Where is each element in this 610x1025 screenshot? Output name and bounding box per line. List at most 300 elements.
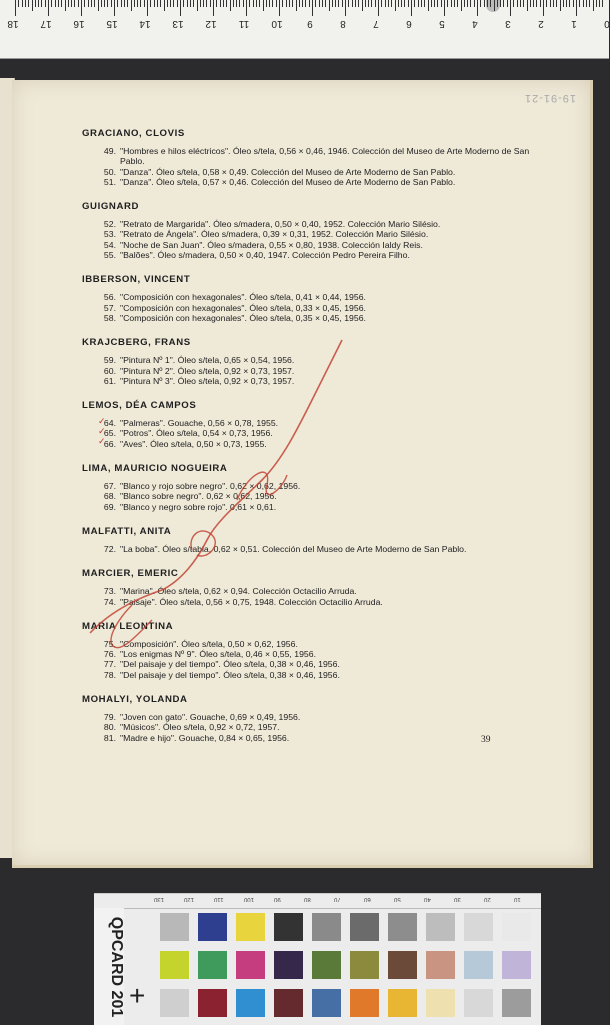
ruler-tick (121, 0, 122, 7)
color-swatch (274, 913, 303, 941)
color-calibration-card (94, 893, 541, 1025)
entry-number: 72. (103, 543, 116, 554)
ruler-tick (15, 0, 16, 16)
ruler-tick (107, 0, 108, 7)
ruler-tick (467, 0, 468, 7)
ruler-tick (18, 0, 19, 7)
catalog-entry (82, 649, 532, 659)
ruler-label: 12 (205, 18, 217, 29)
ruler-tick (154, 0, 155, 7)
ruler-tick (517, 0, 518, 7)
entry-text: "Noche de San Juan". Óleo s/madera, 0,55 × 0,80, 1938. Colección Ialdy Reis. (120, 239, 423, 250)
ruler-tick (312, 0, 313, 16)
entry-text: "Pintura Nº 3". Óleo s/tela, 0,92 × 0,73, 1957. (120, 375, 295, 386)
entry-number: 75. (103, 638, 116, 649)
page-number: 39 (481, 735, 491, 745)
catalog-entry (82, 481, 532, 491)
card-scale-label: 80 (304, 896, 311, 902)
ruler-tick (335, 0, 336, 7)
color-swatch (388, 951, 417, 979)
ruler-tick (401, 0, 402, 7)
ruler-tick (305, 0, 306, 7)
ruler-tick (325, 0, 326, 7)
ruler-tick (454, 0, 455, 7)
color-swatch (502, 913, 531, 941)
entry-text: "Potros". Óleo s/tela, 0,54 × 0,73, 1956. (120, 428, 273, 439)
entry-text: "Composición con hexagonales". Óleo s/tela, 0,35 × 0,45, 1956. (120, 312, 366, 323)
catalog-entry (82, 418, 532, 428)
entry-number: 52. (103, 219, 116, 230)
ruler-tick (150, 0, 151, 7)
ruler-tick (183, 0, 184, 7)
ruler-label: 13 (172, 18, 184, 29)
ruler-tick (157, 0, 158, 7)
ruler-tick (583, 0, 584, 7)
ruler-tick (477, 0, 478, 16)
ruler-tick (599, 0, 600, 7)
ruler-tick (461, 0, 462, 11)
card-brand-label: QPCARD 201 (108, 916, 126, 1018)
catalog-entry (82, 355, 532, 365)
ruler-tick (137, 0, 138, 7)
entry-number: 60. (103, 365, 116, 376)
ruler-tick (434, 0, 435, 7)
ruler-tick (177, 0, 178, 7)
catalog-entry (82, 502, 532, 512)
ruler-tick (180, 0, 181, 16)
color-swatch (464, 913, 493, 941)
catalog-entry (82, 586, 532, 596)
artist-heading: MALFATTI, ANITA (82, 525, 172, 537)
entry-number: 66. (103, 438, 116, 449)
color-swatch (198, 913, 227, 941)
ruler-tick (272, 0, 273, 7)
ruler-tick (243, 0, 244, 7)
ruler-tick (84, 0, 85, 7)
ruler-tick (375, 0, 376, 7)
ruler-tick (536, 0, 537, 7)
ruler-tick (259, 0, 260, 7)
ruler-label: 14 (139, 18, 151, 29)
ruler-tick (362, 0, 363, 11)
ruler-tick (197, 0, 198, 11)
entry-number: 64. (103, 418, 116, 429)
ruler-tick (200, 0, 201, 7)
ruler-tick (140, 0, 141, 7)
ruler-tick (342, 0, 343, 7)
catalog-entry (82, 146, 532, 167)
catalog-entry (82, 303, 532, 313)
ruler-tick (51, 0, 52, 7)
ruler-label: 7 (373, 18, 379, 29)
ruler-tick (206, 0, 207, 7)
color-swatch (312, 989, 341, 1017)
ruler-tick (550, 0, 551, 7)
ruler-tick (421, 0, 422, 7)
card-scale-label: 30 (454, 896, 461, 902)
entry-number: 73. (103, 586, 116, 597)
color-swatch (236, 913, 265, 941)
ruler-tick (147, 0, 148, 16)
ruler-tick (556, 0, 557, 7)
ruler-tick (546, 0, 547, 7)
ruler-tick (497, 0, 498, 7)
catalog-entry (82, 491, 532, 501)
color-swatch (502, 989, 531, 1017)
entry-number: 59. (103, 355, 116, 366)
ruler-tick (457, 0, 458, 7)
ruler-tick (494, 0, 495, 11)
ruler-tick (94, 0, 95, 7)
ruler (0, 0, 609, 59)
ruler-tick (428, 0, 429, 11)
ruler-tick (210, 0, 211, 7)
entry-number: 50. (103, 166, 116, 177)
ruler-tick (385, 0, 386, 7)
catalog-list (82, 128, 532, 743)
ruler-tick (134, 0, 135, 7)
entry-number: 81. (103, 732, 116, 743)
ruler-tick (444, 0, 445, 16)
artist-heading: MOHALYI, YOLANDA (82, 694, 188, 706)
color-swatch (274, 989, 303, 1017)
ruler-tick (25, 0, 26, 7)
entry-text: "Blanco y rojo sobre negro". 0,62 × 0,62, 1956. (120, 481, 301, 492)
ruler-tick (490, 0, 491, 7)
ruler-tick (263, 0, 264, 11)
ruler-tick (220, 0, 221, 7)
ruler-label: 4 (472, 18, 478, 29)
ruler-tick (160, 0, 161, 7)
ruler-tick (474, 0, 475, 7)
ruler-label: 11 (238, 18, 250, 29)
ruler-tick (266, 0, 267, 7)
ruler-tick (503, 0, 504, 7)
ruler-tick (523, 0, 524, 7)
entry-text: "Los enigmas Nº 9". Óleo s/tela, 0,46 × 0,55, 1956. (120, 649, 316, 660)
color-swatch (426, 951, 455, 979)
artist-heading: KRAJCBERG, FRANS (82, 337, 191, 349)
ruler-tick (292, 0, 293, 7)
card-scale-label: 60 (364, 896, 371, 902)
color-swatch (502, 951, 531, 979)
catalog-entry (82, 219, 532, 229)
ruler-tick (233, 0, 234, 7)
ruler-tick (48, 0, 49, 16)
ruler-tick (114, 0, 115, 16)
ruler-tick (540, 0, 541, 7)
ruler-tick (22, 0, 23, 7)
ruler-tick (424, 0, 425, 7)
color-swatch (388, 913, 417, 941)
ruler-tick (173, 0, 174, 7)
catalog-entry (82, 712, 532, 722)
entry-number: 80. (103, 722, 116, 733)
ruler-tick (124, 0, 125, 7)
catalog-entry (82, 250, 532, 260)
ruler-tick (368, 0, 369, 7)
ruler-tick (276, 0, 277, 7)
ruler-tick (378, 0, 379, 16)
ruler-tick (345, 0, 346, 16)
ruler-tick (355, 0, 356, 7)
ruler-tick (144, 0, 145, 7)
ruler-tick (602, 0, 603, 7)
ruler-tick (596, 0, 597, 7)
catalog-entry (82, 428, 532, 438)
ruler-tick (35, 0, 36, 7)
catalog-entry (82, 292, 532, 302)
color-swatch (426, 913, 455, 941)
ruler-tick (104, 0, 105, 7)
entry-number: 77. (103, 659, 116, 670)
entry-number: 65. (103, 428, 116, 439)
entry-text: "Palmeras". Gouache, 0,56 × 0,78, 1955. (120, 418, 279, 429)
ruler-tick (190, 0, 191, 7)
card-scale-label: 100 (244, 896, 255, 902)
color-swatch (198, 951, 227, 979)
check-mark-65: ✓ (98, 426, 106, 436)
catalog-page (12, 80, 593, 868)
ruler-tick (230, 0, 231, 11)
ruler-tick (41, 0, 42, 7)
ruler-tick (58, 0, 59, 7)
ruler-tick (256, 0, 257, 7)
ruler-tick (487, 0, 488, 7)
ruler-tick (338, 0, 339, 7)
catalog-entry (82, 659, 532, 669)
ruler-tick (348, 0, 349, 7)
ruler-tick (391, 0, 392, 7)
color-swatch (464, 951, 493, 979)
ruler-tick (520, 0, 521, 7)
ruler-tick (111, 0, 112, 7)
ruler-tick (480, 0, 481, 7)
entry-text: "Madre e hijo". Gouache, 0,84 × 0,65, 1956. (120, 732, 290, 743)
ruler-tick (117, 0, 118, 7)
ruler-tick (365, 0, 366, 7)
check-mark-64: ✓ (98, 416, 106, 426)
entry-text: "Blanco y negro sobre rojo". 0,61 × 0,61. (120, 501, 277, 512)
ruler-tick (289, 0, 290, 7)
ruler-tick (381, 0, 382, 7)
entry-number: 58. (103, 312, 116, 323)
ruler-tick (65, 0, 66, 11)
ruler-tick (560, 0, 561, 11)
ruler-tick (593, 0, 594, 11)
card-scale-label: 110 (214, 896, 224, 902)
ruler-tick (371, 0, 372, 7)
color-swatch (274, 951, 303, 979)
card-scale-label: 90 (274, 896, 281, 902)
entry-text: "Aves". Óleo s/tela, 0,50 × 0,73, 1955. (120, 438, 267, 449)
color-swatch (388, 989, 417, 1017)
ruler-tick (203, 0, 204, 7)
artist-heading: IBBERSON, VINCENT (82, 274, 191, 286)
color-swatch (312, 913, 341, 941)
ruler-tick (61, 0, 62, 7)
ruler-tick (223, 0, 224, 7)
catalog-entry (82, 639, 532, 649)
catalog-entry (82, 670, 532, 680)
entry-number: 74. (103, 596, 116, 607)
catalog-entry (82, 177, 532, 187)
entry-number: 51. (103, 176, 116, 187)
entry-text: "Joven con gato". Gouache, 0,69 × 0,49, 1956. (120, 712, 301, 723)
ruler-tick (187, 0, 188, 7)
ruler-tick (586, 0, 587, 7)
ruler-tick (573, 0, 574, 7)
ruler-tick (329, 0, 330, 11)
color-swatch (426, 989, 455, 1017)
ruler-tick (404, 0, 405, 7)
entry-text: "Composición". Óleo s/tela, 0,50 × 0,62, 1956. (120, 638, 298, 649)
ruler-tick (74, 0, 75, 7)
ruler-tick (589, 0, 590, 7)
ruler-tick (68, 0, 69, 7)
entry-text: "La boba". Óleo s/tabla, 0,62 × 0,51. Colección del Museo de Arte Moderno de San Pablo. (120, 543, 467, 554)
ruler-tick (500, 0, 501, 7)
entry-number: 76. (103, 649, 116, 660)
ruler-tick (441, 0, 442, 7)
ruler-label: 1 (571, 18, 577, 29)
ruler-tick (569, 0, 570, 7)
entry-number: 68. (103, 491, 116, 502)
artist-heading: MARCIER, EMERIC (82, 568, 179, 580)
ruler-tick (269, 0, 270, 7)
ruler-tick (45, 0, 46, 7)
catalog-entry (82, 722, 532, 732)
ruler-tick (213, 0, 214, 16)
catalog-entry (82, 240, 532, 250)
color-swatch (236, 951, 265, 979)
card-scale-label: 120 (184, 896, 195, 902)
card-brand (94, 908, 124, 1025)
ruler-tick (167, 0, 168, 7)
catalog-entry (82, 229, 532, 239)
ruler-tick (358, 0, 359, 7)
ruler-tick (226, 0, 227, 7)
ruler-tick (253, 0, 254, 7)
color-swatch (160, 913, 189, 941)
ruler-tick (71, 0, 72, 7)
color-swatch (350, 913, 379, 941)
ruler-label: 3 (505, 18, 511, 29)
ruler-tick (127, 0, 128, 7)
ruler-tick (553, 0, 554, 7)
ruler-tick (249, 0, 250, 7)
artist-heading: LIMA, MAURICIO NOGUEIRA (82, 463, 228, 475)
ruler-tick (193, 0, 194, 7)
entry-text: "Marina". Óleo s/tela, 0,62 × 0,94. Colección Octacilio Arruda. (120, 586, 357, 597)
entry-text: "Retrato de Margarida". Óleo s/madera, 0,50 × 0,40, 1952. Colección Mario Silésio. (120, 219, 441, 230)
ruler-tick (533, 0, 534, 7)
entry-text: "Pintura Nº 2". Óleo s/tela, 0,92 × 0,73, 1957. (120, 365, 295, 376)
artist-heading: MARIA LEONTINA (82, 620, 174, 632)
card-scale-label: 40 (424, 896, 431, 902)
ruler-tick (131, 0, 132, 11)
entry-number: 78. (103, 669, 116, 680)
ruler-tick (388, 0, 389, 7)
entry-text: "Retrato de Ángela". Óleo s/madera, 0,39 × 0,31, 1952. Colección Mario Silésio. (120, 229, 429, 240)
ruler-tick (315, 0, 316, 7)
check-mark-66: ✓ (98, 436, 106, 446)
entry-number: 69. (103, 501, 116, 512)
ruler-tick (216, 0, 217, 7)
ruler-label: 16 (73, 18, 85, 29)
ruler-tick (484, 0, 485, 7)
entry-number: 67. (103, 481, 116, 492)
card-scale-label: 50 (394, 896, 401, 902)
ruler-tick (170, 0, 171, 7)
ruler-tick (101, 0, 102, 7)
ruler-tick (408, 0, 409, 7)
card-scale-label: 10 (514, 896, 521, 902)
ruler-tick (563, 0, 564, 7)
ruler-tick (164, 0, 165, 11)
ruler-tick (78, 0, 79, 7)
catalog-entry (82, 313, 532, 323)
ruler-label: 2 (538, 18, 544, 29)
ruler-tick (464, 0, 465, 7)
card-scale-label: 70 (334, 896, 341, 902)
catalog-entry (82, 167, 532, 177)
entry-number: 54. (103, 239, 116, 250)
catalog-entry (82, 376, 532, 386)
card-scale-label: 20 (484, 896, 491, 902)
entry-text: "Paisaje". Óleo s/tela, 0,56 × 0,75, 1948. Colección Octacilio Arruda. (120, 596, 383, 607)
ruler-tick (236, 0, 237, 7)
ruler-label: 0 (604, 18, 610, 29)
ruler-tick (28, 0, 29, 7)
ruler-tick (81, 0, 82, 16)
ruler-tick (530, 0, 531, 7)
artist-heading: GRACIANO, CLOVIS (82, 128, 185, 139)
ruler-tick (32, 0, 33, 11)
ruler-tick (239, 0, 240, 7)
ruler-tick (418, 0, 419, 7)
ruler-tick (576, 0, 577, 16)
ruler-tick (332, 0, 333, 7)
ruler-tick (55, 0, 56, 7)
ruler-label: 8 (340, 18, 346, 29)
ruler-tick (566, 0, 567, 7)
page-code: 19-91-21 (523, 92, 576, 104)
card-scale (94, 894, 541, 909)
entry-text: "Del paisaje y del tiempo". Óleo s/tela, 0,38 × 0,46, 1956. (120, 659, 340, 670)
entry-number: 55. (103, 250, 116, 261)
ruler-tick (513, 0, 514, 7)
entry-number: 57. (103, 302, 116, 313)
ruler-tick (352, 0, 353, 7)
catalog-entry (82, 439, 532, 449)
ruler-tick (98, 0, 99, 11)
ruler-tick (309, 0, 310, 7)
entry-number: 56. (103, 292, 116, 303)
catalog-entry (82, 733, 532, 743)
ruler-tick (246, 0, 247, 16)
ruler-tick (88, 0, 89, 7)
entry-text: "Blanco sobre negro". 0,62 × 0,62, 1956. (120, 491, 277, 502)
ruler-tick (414, 0, 415, 7)
ruler-tick (527, 0, 528, 11)
ruler-tick (282, 0, 283, 7)
entry-number: 79. (103, 712, 116, 723)
ruler-tick (296, 0, 297, 11)
color-swatch (236, 989, 265, 1017)
card-scale-label: 130 (154, 896, 165, 902)
entry-text: "Músicos". Óleo s/tela, 0,92 × 0,72, 1957. (120, 722, 280, 733)
